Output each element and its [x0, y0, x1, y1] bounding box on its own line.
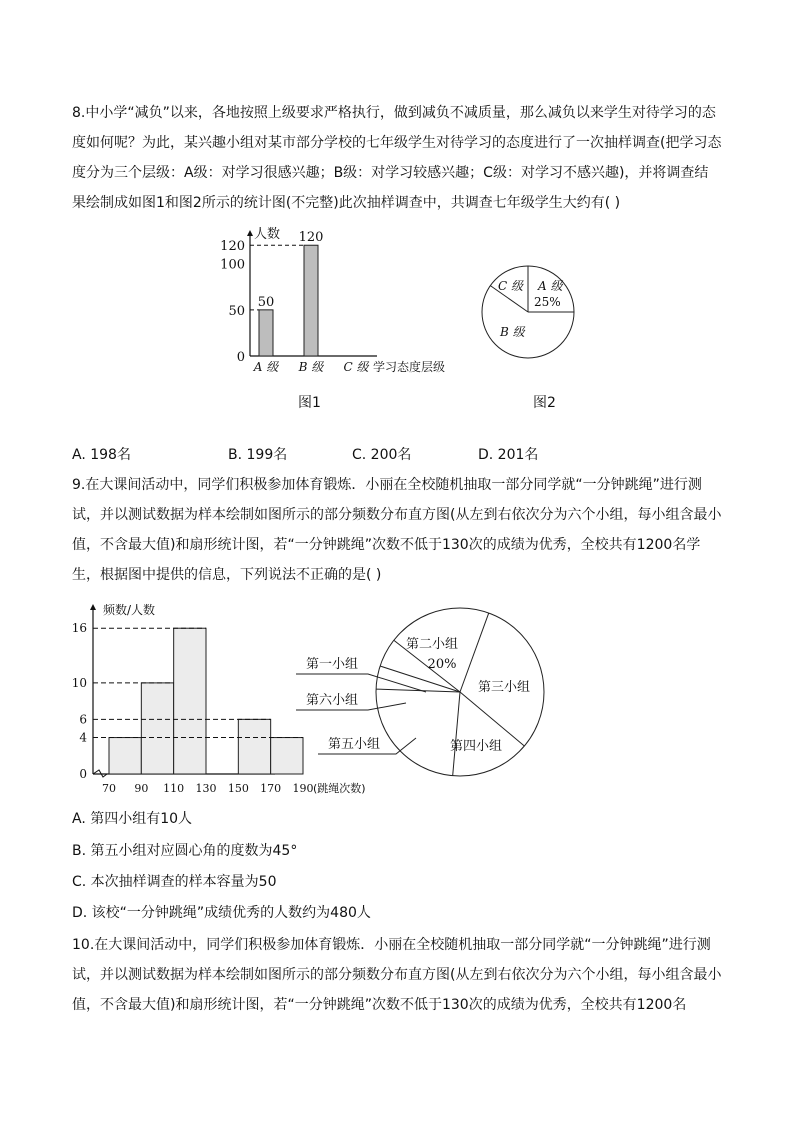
- question-10-text: 10.在大课间活动中，同学们积极参加体育锻炼．小丽在全校随机抽取一部分同学就“一分钟跳绳”进行测试，并以测试数据为样本绘制如图所示的部分频数分布直方图(从左到右依次分为六个小组，每小组含最小值，不含最大值)和扇形统计图，若“一分钟跳绳”次数不低于130次的成绩为优秀，全校共有1200名: [72, 937, 722, 1013]
- pie-label-a: A 级: [538, 279, 563, 293]
- hist-x-tick-5: 170: [260, 782, 282, 795]
- y-axis-arrow: [247, 230, 253, 236]
- sector-label-group-4: 第四小组: [449, 739, 503, 754]
- option-b[interactable]: B. 199名: [228, 447, 288, 463]
- hist-y-axis-arrow: [90, 604, 96, 610]
- hist-y-tick-3: 10: [71, 675, 87, 690]
- data-label-0: 50: [257, 294, 275, 310]
- hist-x-tick-6: 190: [292, 782, 314, 795]
- option-c[interactable]: C. 200名: [352, 447, 412, 463]
- hist-x-tick-4: 150: [227, 782, 249, 795]
- data-label-1: 120: [298, 230, 324, 246]
- sector-pie-chart: [292, 600, 552, 800]
- sector-label-group-2: 第二小组: [405, 637, 459, 652]
- option-a[interactable]: A. 198名: [72, 447, 131, 463]
- hist-y-tick-4: 16: [71, 621, 87, 636]
- hist-x-axis-label: (跳绳次数): [313, 782, 366, 795]
- sector-divider-1: [460, 692, 524, 746]
- y-tick-label-3: 120: [220, 239, 245, 255]
- q9-option-a[interactable]: A. 第四小组有10人: [72, 811, 193, 827]
- sector-value-group-2: 20%: [427, 657, 457, 672]
- figure-2-caption: 图2: [533, 395, 556, 411]
- pie-label-b: B 级: [500, 325, 525, 339]
- x-tick-label-2: C 级: [343, 360, 369, 374]
- x-tick-label-1: B 级: [298, 360, 324, 374]
- sector-label-group-1: 第一小组: [305, 657, 359, 672]
- q9-option-d[interactable]: D. 该校“一分钟跳绳”成绩优秀的人数约为480人: [72, 905, 371, 921]
- hist-x-tick-2: 110: [163, 782, 185, 795]
- hist-bar-4: [238, 719, 270, 774]
- hist-x-tick-1: 90: [134, 782, 149, 795]
- leader-group-1: [296, 674, 426, 692]
- q9-option-c[interactable]: C. 本次抽样调查的样本容量为50: [72, 874, 277, 890]
- x-tick-label-0: A 级: [253, 360, 279, 374]
- sector-label-group-3: 第三小组: [477, 680, 531, 695]
- y-axis-label: 人数: [254, 227, 281, 242]
- figure-2-pie-chart: [478, 264, 588, 364]
- hist-y-tick-2: 6: [79, 712, 87, 727]
- hist-bar-2: [174, 628, 206, 774]
- hist-x-tick-3: 130: [195, 782, 217, 795]
- y-tick-label-2: 100: [220, 257, 245, 273]
- x-axis-label: 学习态度层级: [373, 360, 446, 374]
- q9-option-b[interactable]: B. 第五小组对应圆心角的度数为45°: [72, 843, 298, 859]
- sector-divider-2: [453, 692, 460, 776]
- figure-1-caption: 图1: [298, 395, 321, 411]
- hist-y-tick-0: 0: [79, 767, 87, 781]
- hist-bar-1: [141, 683, 173, 774]
- hist-y-axis-label: 频数/人数: [103, 603, 156, 617]
- sector-label-group-6: 第六小组: [305, 693, 359, 708]
- option-d[interactable]: D. 201名: [478, 447, 539, 463]
- pie-value-a: 25%: [534, 295, 561, 309]
- figure-1-bar-chart: [215, 222, 475, 382]
- question-9-text: 9.在大课间活动中，同学们积极参加体育锻炼．小丽在全校随机抽取一部分同学就“一分钟跳绳”进行测试，并以测试数据为样本绘制如图所示的部分频数分布直方图(从左到右依次分为六个小组，每小组含最小值，不含最大值)和扇形统计图，若“一分钟跳绳”次数不低于130次的成绩为优秀，全校共有1200名学生，根据图中提供的信息，下列说法不正确的是( ): [72, 477, 722, 583]
- bar-0: [259, 310, 273, 356]
- y-tick-label-0: 0: [236, 350, 245, 365]
- hist-x-tick-0: 70: [102, 782, 116, 795]
- bar-1: [304, 245, 318, 356]
- y-tick-label-1: 50: [228, 303, 245, 319]
- sector-label-group-5: 第五小组: [327, 737, 381, 752]
- hist-y-tick-1: 4: [79, 730, 87, 745]
- pie-label-c: C 级: [498, 279, 523, 293]
- hist-bar-0: [109, 738, 141, 774]
- question-8-text: 8.中小学“减负”以来，各地按照上级要求严格执行，做到减负不减质量，那么减负以来学生对待学习的态度如何呢？为此，某兴趣小组对某市部分学校的七年级学生对待学习的态度进行了一次抽样调查(把学习态度分为三个层级：A级：对学习很感兴趣；B级：对学习较感兴趣；C级：对学习不感兴趣)，并将调查结果绘制成如图1和图2所示的统计图(不完整)此次抽样调查中，共调查七年级学生大约有( ): [72, 105, 722, 211]
